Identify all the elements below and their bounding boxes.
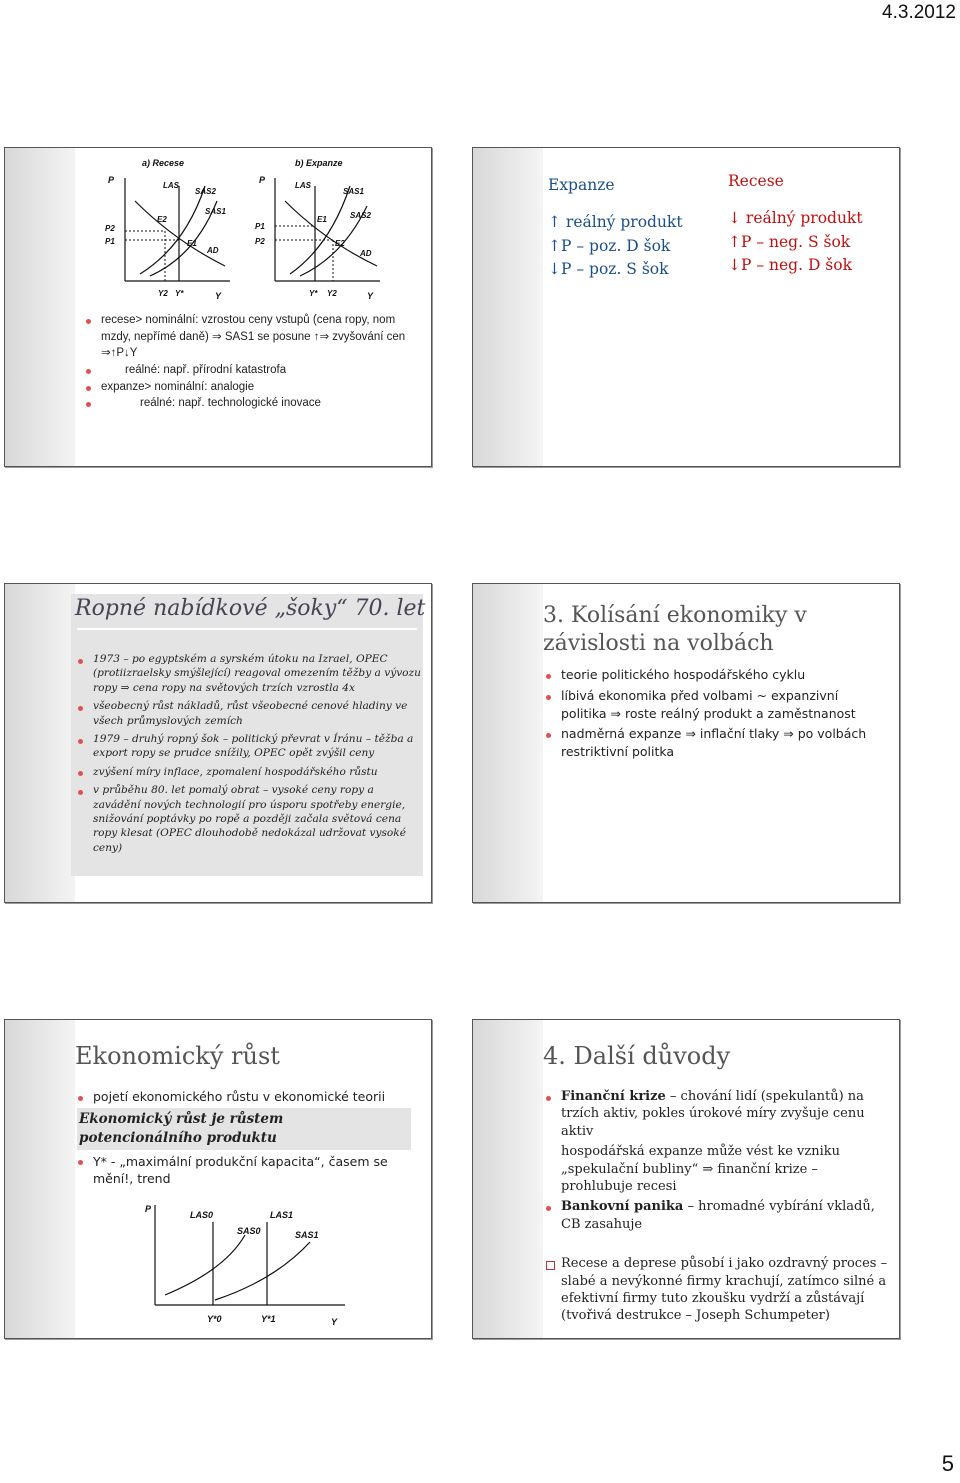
svg-text:Y: Y	[331, 1317, 338, 1327]
election-list	[545, 666, 885, 761]
col-expansion: Expanze ↑ reálný produkt ↑P – poz. D šok ↓P – poz. S šok	[548, 176, 683, 278]
growth-graph	[135, 1200, 355, 1335]
slide-economic-growth	[4, 1019, 432, 1339]
svg-text:P1: P1	[105, 237, 115, 246]
svg-text:P2: P2	[255, 237, 265, 246]
svg-text:Y*1: Y*1	[261, 1314, 276, 1324]
page-number: 5	[941, 1451, 954, 1476]
svg-text:LAS: LAS	[163, 181, 179, 190]
list-item: pojetí ekonomického růstu v ekonomické teorii	[77, 1088, 422, 1105]
svg-text:AD: AD	[207, 246, 219, 255]
list-item: teorie politického hospodářského cyklu	[545, 666, 885, 684]
svg-text:P: P	[259, 175, 266, 185]
slide-title: 4. Další důvody	[543, 1042, 731, 1070]
slide-election-cycle	[472, 583, 900, 903]
svg-text:E2: E2	[157, 215, 167, 224]
list-item: všeobecný růst nákladů, růst všeobecné cenové hladiny ve všech průmyslových zemích	[77, 699, 422, 728]
svg-text:Y: Y	[367, 291, 374, 301]
list-item: 1973 – po egyptském a syrském útoku na Izrael, OPEC (protiizraelsky smýšlející) reagoval omezením těžby a vývozu ropy ⇒ cena ropy na světových trzích vzrostla 4x	[77, 652, 422, 695]
svg-text:SAS2: SAS2	[195, 187, 216, 196]
slide-shocks-table	[472, 147, 900, 467]
svg-text:Y*0: Y*0	[207, 1314, 222, 1324]
svg-text:LAS: LAS	[295, 181, 311, 190]
date-label: 4.3.2012	[882, 2, 956, 23]
list-item: nadměrná expanze ⇒ inflační tlaky ⇒ po volbách restriktivní politka	[545, 725, 885, 761]
slide-recession-expansion-graphs	[4, 147, 432, 467]
slide-title: Ekonomický růst	[75, 1042, 280, 1070]
svg-text:AD: AD	[360, 249, 372, 258]
bullet-expansion-real: reálné: např. technologické inovace	[85, 395, 415, 412]
list-item: Recese a deprese působí i jako ozdravný proces – slabé a nevýkonné firmy krachují, zatímco silné a efektivní firmy tuto zkoušku vydrží a zůstávají (tvořivá destrukce – Joseph Schumpeter)	[545, 1255, 890, 1325]
svg-text:E1: E1	[187, 239, 197, 248]
svg-text:SAS1: SAS1	[295, 1230, 319, 1240]
col-recession-title: Recese	[728, 172, 784, 190]
list-item: Bankovní panika – hromadné vybírání vkladů, CB zasahuje	[545, 1198, 890, 1233]
svg-text:E1: E1	[317, 215, 327, 224]
growth-highlight: Ekonomický růst je růstem potencionálního produktu	[77, 1108, 411, 1149]
svg-text:SAS0: SAS0	[237, 1226, 261, 1236]
graph-b-title: b) Expanze	[295, 158, 343, 168]
graph-a-title: a) Recese	[142, 158, 185, 168]
svg-text:Y*: Y*	[175, 289, 184, 298]
list-item: v průběhu 80. let pomalý obrat – vysoké ceny ropy a zavádění nových technologií pro úsporu spotřeby energie, snižování poptávky po ropě a později začala světová cena ropy klesat (OPEC dlouhodobě nedokázal udržovat vysoké ceny)	[77, 783, 422, 855]
svg-text:SAS1: SAS1	[343, 187, 364, 196]
list-item: Finanční krize – chování lidí (spekulantů) na trzích aktiv, pokles úrokové míry zvyšuje cenu aktiv	[545, 1088, 890, 1140]
bullet-recession-real: reálné: např. přírodní katastrofa	[85, 362, 415, 379]
svg-text:P: P	[108, 175, 115, 185]
svg-text:Y2: Y2	[158, 289, 168, 298]
as-ad-graphs	[95, 156, 395, 306]
slide-title: Ropné nabídkové „šoky“ 70. let	[75, 596, 426, 621]
list-item: líbivá ekonomika před volbami ~ expanzivní politika ⇒ roste reálný produkt a zaměstnanost	[545, 687, 885, 723]
list-item: Y* - „maximální produkční kapacita“, časem se mění!, trend	[77, 1153, 422, 1188]
svg-text:Y2: Y2	[327, 289, 337, 298]
financial-crisis-cont: hospodářská expanze může vést ke vzniku „spekulační bubliny“ ⇒ finanční krize – prohlubuje recesi	[561, 1144, 840, 1195]
oil-shocks-list	[77, 652, 422, 855]
svg-text:LAS1: LAS1	[270, 1210, 294, 1220]
svg-text:P2: P2	[105, 224, 115, 233]
svg-text:Y*: Y*	[309, 289, 318, 298]
svg-text:Y: Y	[215, 291, 222, 301]
slide1-text	[85, 312, 415, 412]
col-recession: Recese ↓ reálný produkt ↑P – neg. S šok ↓P – neg. D šok	[728, 172, 863, 274]
list-item: 1979 – druhý ropný šok – politický převrat v Íránu – těžba a export ropy se prudce snížily, OPEC opět zvýšil ceny	[77, 732, 422, 761]
svg-text:E2: E2	[335, 239, 345, 248]
reasons-text	[545, 1088, 890, 1325]
slide-title: 3. Kolísání ekonomiky v závislosti na volbách	[543, 603, 807, 657]
slide-oil-shocks	[4, 583, 432, 903]
svg-text:P1: P1	[255, 222, 265, 231]
slide-other-reasons	[472, 1019, 900, 1339]
svg-text:SAS2: SAS2	[350, 211, 371, 220]
svg-text:LAS0: LAS0	[190, 1210, 214, 1220]
growth-text	[77, 1088, 422, 1187]
bullet-expansion: expanze> nominální: analogie	[85, 379, 415, 396]
list-item: zvýšení míry inflace, zpomalení hospodářského růstu	[77, 765, 422, 779]
bullet-recession: recese> nominální: vzrostou ceny vstupů (cena ropy, nom mzdy, nepřímé daně) ⇒ SAS1 se posune ↑⇒ zvyšování cen ⇒↑P↓Y	[85, 312, 415, 362]
svg-text:P: P	[145, 1204, 152, 1214]
col-expansion-title: Expanze	[548, 176, 615, 194]
svg-text:SAS1: SAS1	[205, 207, 226, 216]
